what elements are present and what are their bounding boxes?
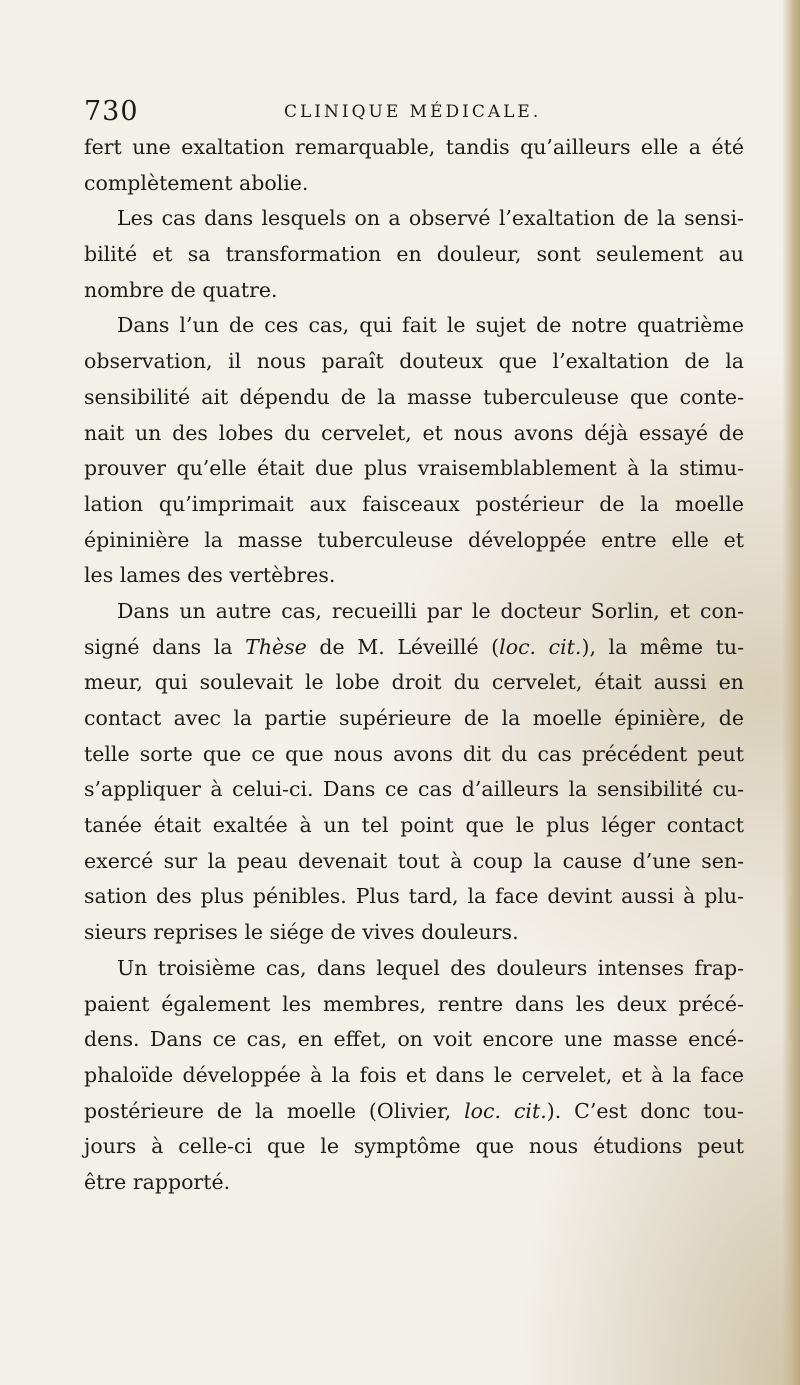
text-line: Dans un autre cas, recueilli par le docteur Sorlin, et con- bbox=[117, 598, 744, 623]
text-line: complètement abolie. bbox=[84, 170, 309, 195]
line-text: ), la même tu- bbox=[581, 634, 744, 659]
text-line: telle sorte que ce que nous avons dit du cas précédent peut bbox=[84, 741, 744, 766]
running-head: CLINIQUE MÉDICALE. bbox=[284, 102, 542, 122]
text-line: paient également les membres, rentre dans les deux précé- bbox=[84, 991, 744, 1016]
text-line: les lames des vertèbres. bbox=[84, 563, 336, 588]
italic-citation: loc. cit. bbox=[499, 634, 582, 659]
text-line: jours à celle-ci que le symptôme que nous étudions peut bbox=[84, 1134, 744, 1159]
text-line: phaloïde développée à la fois et dans le cervelet, et à la face bbox=[84, 1062, 744, 1087]
page-edge bbox=[782, 0, 800, 1385]
line-text: postérieure de la moelle (Olivier, bbox=[84, 1098, 465, 1123]
text-line: dens. Dans ce cas, en effet, on voit encore une masse encé- bbox=[84, 1027, 744, 1052]
text-line: tanée était exaltée à un tel point que le plus léger contact bbox=[84, 813, 744, 838]
italic-citation: loc. cit. bbox=[464, 1098, 547, 1123]
text-line: sieurs reprises le siége de vives douleurs. bbox=[84, 920, 519, 945]
text-line: s’appliquer à celui-ci. Dans ce cas d’ailleurs la sensibilité cu- bbox=[84, 777, 744, 802]
line-text: ). C’est donc tou- bbox=[546, 1098, 744, 1123]
text-line: sensibilité ait dépendu de la masse tuberculeuse que conte- bbox=[84, 384, 744, 409]
text-line: sation des plus pénibles. Plus tard, la face devint aussi à plu- bbox=[84, 884, 744, 909]
text-line: contact avec la partie supérieure de la moelle épinière, de bbox=[84, 706, 744, 730]
text-line: observation, il nous paraît douteux que l’exaltation de la bbox=[84, 349, 744, 374]
text-line: Les cas dans lesquels on a observé l’exaltation de la sensi- bbox=[117, 206, 744, 231]
text-line bbox=[84, 630, 744, 666]
text-line: exercé sur la peau devenait tout à coup la cause d’une sen- bbox=[84, 848, 744, 873]
text-line: fert une exaltation remarquable, tandis qu’ailleurs elle a été bbox=[84, 135, 744, 159]
text-line: nait un des lobes du cervelet, et nous avons déjà essayé de bbox=[84, 420, 744, 445]
text-line: prouver qu’elle était due plus vraisemblablement à la stimu- bbox=[84, 456, 744, 481]
line-text: de M. Léveillé ( bbox=[306, 634, 500, 659]
page-number: 730 bbox=[84, 96, 139, 127]
text-line: bilité et sa transformation en douleur, sont seulement au bbox=[84, 242, 744, 267]
text-line: Un troisième cas, dans lequel des douleurs intenses frap- bbox=[117, 955, 744, 980]
line-text: signé dans la bbox=[84, 634, 246, 659]
text-line: meur, qui soulevait le lobe droit du cervelet, était aussi en bbox=[84, 670, 744, 695]
body-text bbox=[84, 130, 744, 1201]
text-line: Dans l’un de ces cas, qui fait le sujet de notre quatrième bbox=[117, 313, 744, 338]
text-line bbox=[84, 1094, 744, 1130]
italic-title: Thèse bbox=[245, 634, 307, 659]
text-line: nombre de quatre. bbox=[84, 277, 278, 302]
text-line: épininière la masse tuberculeuse développée entre elle et bbox=[84, 527, 744, 552]
text-line: lation qu’imprimait aux faisceaux postérieur de la moelle bbox=[84, 491, 744, 516]
text-line: être rapporté. bbox=[84, 1169, 231, 1194]
